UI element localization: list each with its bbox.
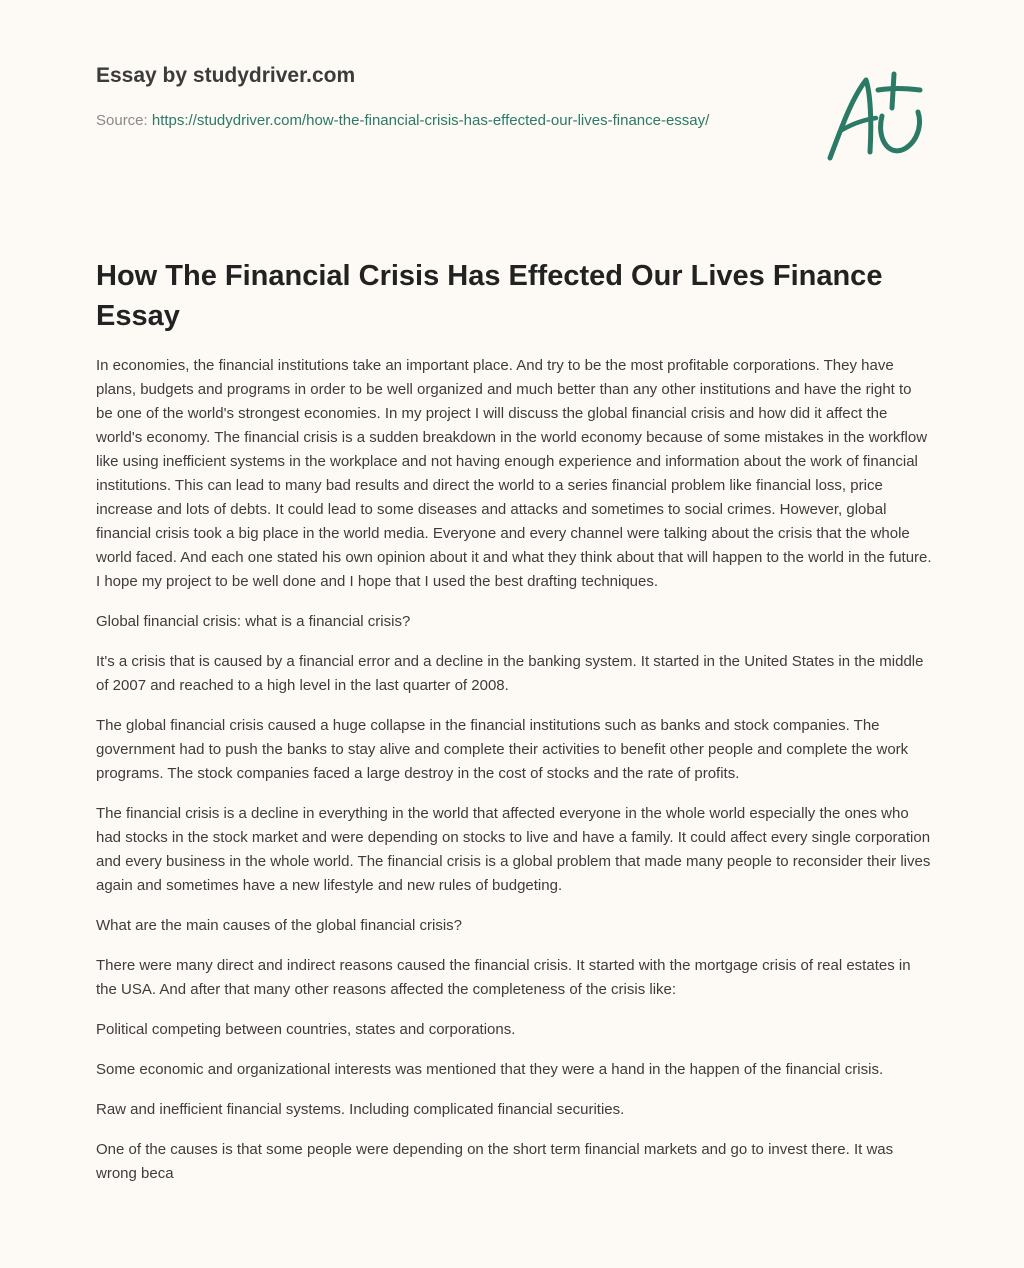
source-line [96, 109, 776, 132]
list-item: Some economic and organizational interests was mentioned that they were a hand in the happen of the financial crisis. [96, 1061, 884, 1078]
essay-body [96, 354, 932, 1202]
section-question: Global financial crisis: what is a financial crisis? [96, 613, 411, 630]
header [96, 64, 776, 132]
paragraph: One of the causes is that some people were depending on the short term financial markets and go to invest there. It was wrong beca [96, 1141, 894, 1182]
paragraph: There were many direct and indirect reasons caused the financial crisis. It started with the mortgage crisis of real estates in the USA. And after that many other reasons affected the completeness of the crisis like: [96, 957, 911, 998]
paragraph: In economies, the financial institutions take an important place. And try to be the most profitable corporations. They have plans, budgets and programs in order to be well organized and much better than any other institutions and have the right to be one of the world's strongest economies. In my project I will discuss the global financial crisis and how did it affect the world's economy. The financial crisis is a sudden breakdown in the world economy because of some mistakes in the workflow like using inefficient systems in the workplace and not having enough experience and information about the work of financial institutions. This can lead to many bad results and direct the world to a series financial problem like financial loss, price increase and lots of debts. It could lead to some diseases and attacks and sometimes to social crimes. However, global financial crisis took a big place in the world media. Everyone and every channel were talking about the crisis that the whole world faced. And each one stated his own opinion about it and what they think about that will happen to the world in the future. I hope my project to be well done and I hope that I used the best drafting techniques. [96, 357, 932, 590]
section-question: What are the main causes of the global financial crisis? [96, 917, 463, 934]
source-label: Source: [96, 112, 148, 129]
site-brand: Essay by studydriver.com [96, 64, 356, 87]
paragraph: It's a crisis that is caused by a financial error and a decline in the banking system. It started in the United States in the middle of 2007 and reached to a high level in the last quarter of 2008. [96, 653, 924, 694]
source-link[interactable]: https://studydriver.com/how-the-financial-crisis-has-effected-our-lives-finance-essay/ [151, 112, 710, 129]
grade-a-plus-icon [820, 66, 930, 166]
list-item: Political competing between countries, states and corporations. [96, 1021, 516, 1038]
paragraph: The financial crisis is a decline in everything in the world that affected everyone in the whole world especially the ones who had stocks in the stock market and were depending on stocks to live and have a family. It could affect every single corporation and every business in the whole world. The financial crisis is a global problem that made many people to reconsider their lives again and sometimes have a new lifestyle and new rules of budgeting. [96, 805, 931, 894]
list-item: Raw and inefficient financial systems. Including complicated financial securities. [96, 1101, 625, 1118]
paragraph: The global financial crisis caused a huge collapse in the financial institutions such as banks and stock companies. The government had to push the banks to stay alive and complete their activities to benefit other people and complete the work programs. The stock companies faced a large destroy in the cost of stocks and the rate of profits. [96, 717, 909, 782]
essay-title: How The Financial Crisis Has Effected Our Lives Finance Essay [96, 260, 883, 332]
